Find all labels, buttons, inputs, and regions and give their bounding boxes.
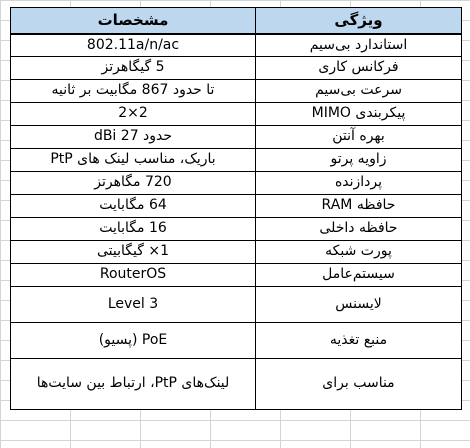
spec-cell[interactable]: لینک‌های PtP، ارتباط بین سایت‌ها <box>11 359 256 410</box>
table-row <box>11 172 462 195</box>
table-row <box>11 126 462 149</box>
feature-cell[interactable]: حافظه RAM <box>256 195 462 218</box>
feature-cell[interactable]: سرعت بی‌سیم <box>256 80 462 103</box>
table-row <box>11 264 462 287</box>
feature-cell[interactable]: فرکانس کاری <box>256 57 462 80</box>
feature-cell[interactable]: پردازنده <box>256 172 462 195</box>
spec-cell[interactable]: 802.11a/n/ac <box>11 34 256 57</box>
table-header-row <box>11 8 462 34</box>
spec-cell[interactable]: تا حدود 867 مگابیت بر ثانیه <box>11 80 256 103</box>
spec-cell[interactable]: باریک، مناسب لینک های PtP <box>11 149 256 172</box>
spec-cell[interactable]: 64 مگابایت <box>11 195 256 218</box>
spec-cell[interactable]: 720 مگاهرتز <box>11 172 256 195</box>
spec-cell[interactable]: Level 3 <box>11 287 256 323</box>
table-row <box>11 80 462 103</box>
table-row <box>11 34 462 57</box>
feature-cell[interactable]: حافظه داخلی <box>256 218 462 241</box>
spec-cell[interactable]: 5 گیگاهرتز <box>11 57 256 80</box>
table-row <box>11 323 462 359</box>
spec-cell[interactable]: PoE (پسیو) <box>11 323 256 359</box>
table-row <box>11 195 462 218</box>
specifications-table <box>10 7 462 410</box>
table-row <box>11 241 462 264</box>
table-row <box>11 287 462 323</box>
spec-cell[interactable]: 1× گیگابیتی <box>11 241 256 264</box>
spec-cell[interactable]: 2×2 <box>11 103 256 126</box>
table-row <box>11 218 462 241</box>
feature-cell[interactable]: لایسنس <box>256 287 462 323</box>
feature-cell[interactable]: پیکربندی MIMO <box>256 103 462 126</box>
spec-cell[interactable]: حدود 27 dBi <box>11 126 256 149</box>
feature-cell[interactable]: مناسب برای <box>256 359 462 410</box>
feature-cell[interactable]: سیستم‌عامل <box>256 264 462 287</box>
feature-cell[interactable]: زاویه پرتو <box>256 149 462 172</box>
header-spec[interactable]: مشخصات <box>11 8 256 34</box>
table-row <box>11 149 462 172</box>
feature-cell[interactable]: بهره آنتن <box>256 126 462 149</box>
header-feature[interactable]: ویژگی <box>256 8 462 34</box>
spec-cell[interactable]: RouterOS <box>11 264 256 287</box>
table-row <box>11 359 462 410</box>
feature-cell[interactable]: استاندارد بی‌سیم <box>256 34 462 57</box>
spec-cell[interactable]: 16 مگابایت <box>11 218 256 241</box>
table-row <box>11 103 462 126</box>
feature-cell[interactable]: پورت شبکه <box>256 241 462 264</box>
feature-cell[interactable]: منبع تغذیه <box>256 323 462 359</box>
table-row <box>11 57 462 80</box>
